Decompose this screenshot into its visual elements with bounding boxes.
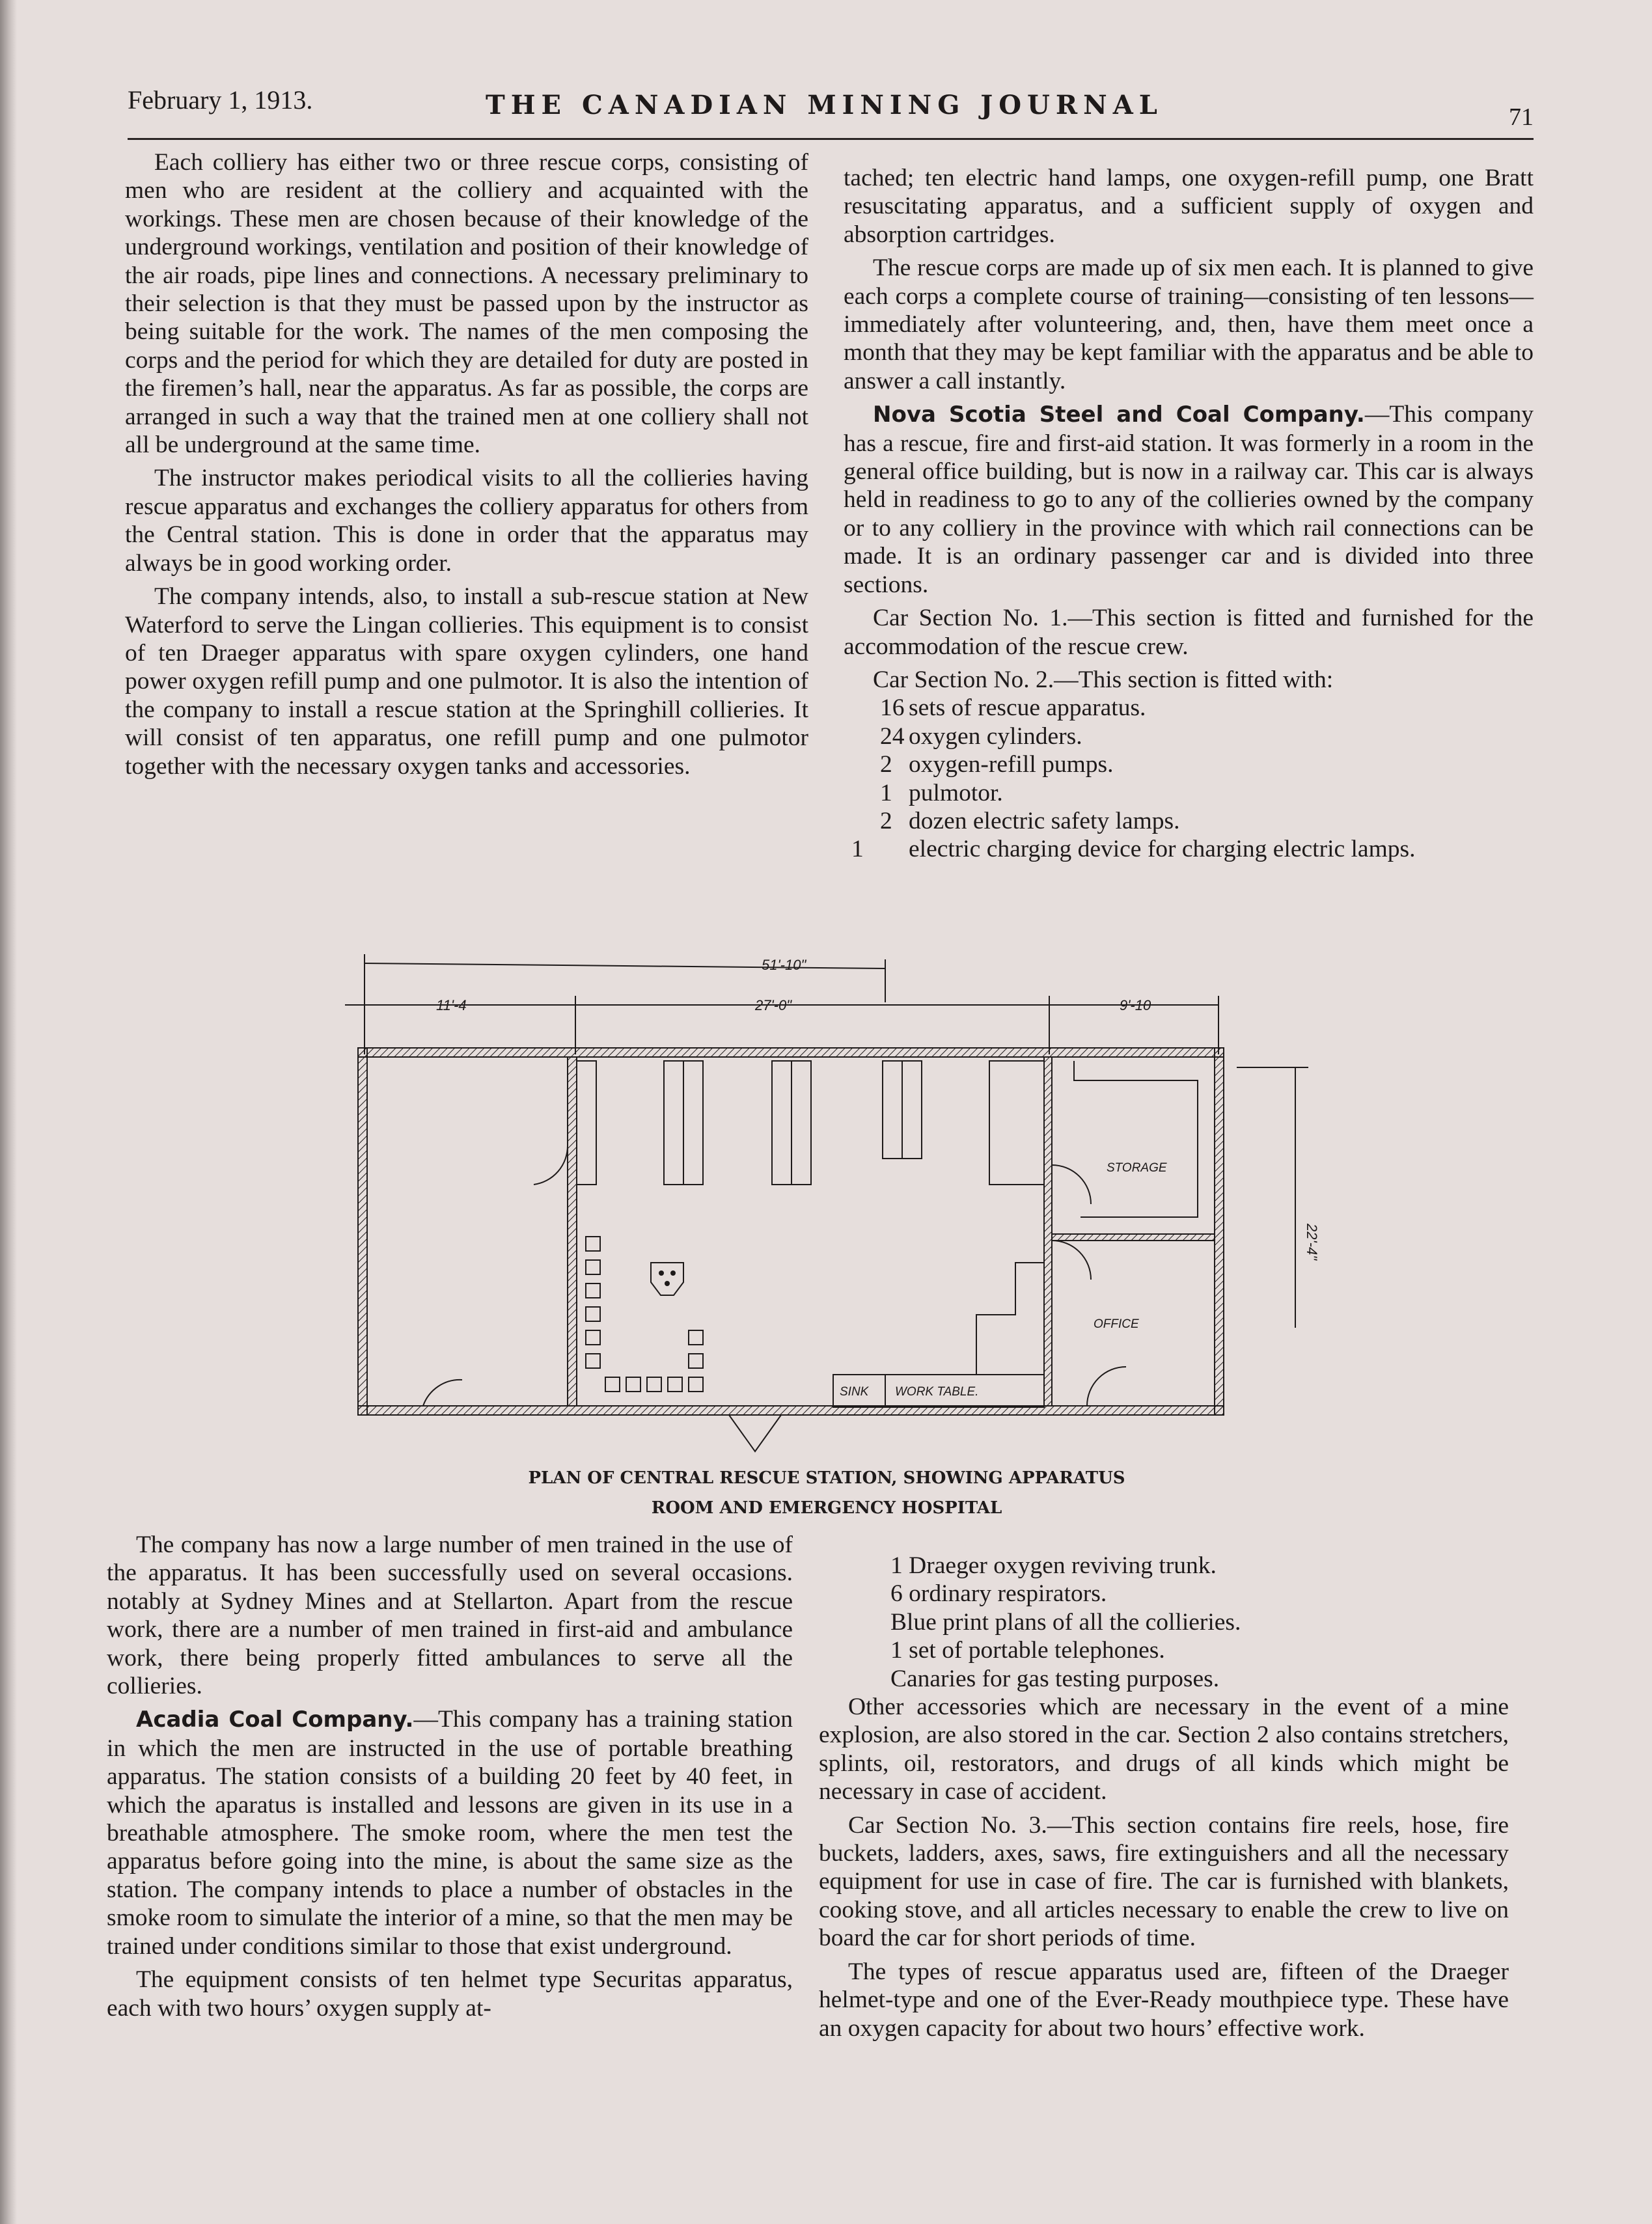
list-item [880,694,1534,722]
item-text: oxygen cylinders. [909,722,1082,750]
list-item [851,835,1534,863]
floor-plan-drawing [338,950,1328,1477]
label-office: OFFICE [1094,1317,1139,1331]
label-sink: SINK [840,1385,869,1399]
item-text: electric charging device for charging electric lamps. [909,836,1416,863]
dim-right: 9'-10 [1120,997,1151,1013]
item-qty: 2 [880,751,892,778]
dim-total: 51'-10" [762,957,806,973]
header-rule [128,138,1534,140]
running-header [128,85,1534,137]
list-item: 6 ordinary respirators. [890,1580,1107,1608]
page-binding-edge [0,0,17,2224]
caption-line: ROOM AND EMERGENCY HOSPITAL [651,1498,1002,1518]
paragraph-body: —This company has a rescue, fire and first-aid station. It was formerly in a room in the general office building, but is now in a railway car. This car is always held in readiness to go to any of the collieries owned by the company or to any colliery in the province with which rail connections can be made. It is an ordinary passenger car and is divided into three sections. [844,401,1534,598]
item-text: pulmotor. [909,779,1003,806]
paragraph-acadia [107,1705,793,1960]
figure-caption [456,1463,1198,1523]
list-item: Canaries for gas testing purposes. [890,1665,1220,1692]
paragraph: The equipment consists of ten helmet type Securitas apparatus, each with two hours’ oxygen supply at- [107,1966,793,2022]
journal-title: THE CANADIAN MINING JOURNAL [486,90,1163,120]
paragraph: tached; ten electric hand lamps, one oxygen-refill pump, one Bratt resuscitating apparatus, and a sufficient supply of oxygen and absorption cartridges. [844,165,1534,248]
list-item [880,722,1534,750]
table-dots [659,1270,676,1286]
paragraph: Car Section No. 1.—This section is fitted and furnished for the accommodation of the rescue crew. [844,605,1534,660]
paragraph: Each colliery has either two or three rescue corps, consisting of men who are resident at the colliery and acquainted with the workings. These men are chosen because of their knowledge of the underground workings, ventilation and position of their knowledge of the air roads, pipe lines and connections. A necessary preliminary to their selection is that they must be passed upon by the instructor as being suitable for the work. The names of the men composing the corps and the period for which they are detailed for duty are posted in the firemen’s hall, near the apparatus. As far as possible, the corps are arranged in such a way that the trained men at one colliery shall not all be underground at the same time. [125,149,808,459]
paragraph: Car Section No. 3.—This section contains fire reels, hose, fire buckets, ladders, axes, saws, fire extinguishers and all the necessary equipment for use in case of fire. The car is furnished with blankets, cooking stove, and all articles necessary to enable the crew to live on board the car for short periods of time. [819,1811,1509,1952]
equipment-list-continued [819,1552,1509,1693]
list-item [880,807,1534,835]
column-top-left [125,148,808,780]
label-work-table: WORK TABLE. [895,1385,979,1399]
list-item: 1 Draeger oxygen reviving trunk. [890,1552,1217,1579]
paragraph: Other accessories which are necessary in the event of a mine explosion, are also stored in the car. Section 2 also contains stretchers, splints, oil, restorators, and drugs of all kinds which might be necessary in case of accident. [819,1694,1509,1805]
page-number: 71 [1509,103,1534,131]
equipment-list-section-2 [844,694,1534,863]
paragraph: The company has now a large number of men trained in the use of the apparatus. It has been successfully used on several occasions. notably at Sydney Mines and at Stellarton. Apart from the rescue work, there are a number of men trained in first-aid and ambulance work, there being properly fitted ambulances to serve all the collieries. [107,1531,793,1700]
interior-fixtures [423,1061,1198,1451]
item-qty: 16 [880,694,905,722]
floor-plan-figure [338,950,1328,1477]
section-lead: Acadia Coal Company. [136,1707,414,1733]
paragraph: Car Section No. 2.—This section is fitted with: [873,666,1334,693]
dim-height: 22'-4" [1304,1224,1320,1261]
column-bottom-right [819,1552,1509,2042]
item-text: dozen electric safety lamps. [909,807,1180,834]
item-qty: 2 [880,807,892,834]
caption-line: PLAN OF CENTRAL RESCUE STATION, SHOWING APPARATUS [528,1468,1125,1488]
list-item: Blue print plans of all the collieries. [890,1608,1241,1636]
paragraph: The company intends, also, to install a sub-rescue station at New Waterford to serve the Lingan collieries. This equipment is to consist of ten Draeger apparatus with spare oxygen cylinders, one hand power oxygen refill pump and one pulmotor. It is also the intention of the company to install a rescue station at the Springhill collieries. It will consist of ten apparatus, one refill pump and one pulmotor together with the necessary oxygen tanks and accessories. [125,583,808,780]
paragraph: The instructor makes periodical visits to all the collieries having rescue apparatus and exchanges the colliery apparatus for others from the Central station. This is done in order that the apparatus may always be in good working order. [125,465,808,577]
item-qty: 24 [880,722,905,750]
list-item: 1 set of portable telephones. [890,1637,1165,1664]
header-date: February 1, 1913. [128,85,313,115]
column-top-right [844,164,1534,864]
item-qty: 1 [851,836,864,863]
paragraph: The types of rescue apparatus used are, fifteen of the Draeger helmet-type and one of the Ever-Ready mouthpiece type. These have an oxygen capacity for about two hours’ effective work. [819,1958,1509,2042]
column-bottom-left [107,1531,793,2022]
item-qty: 1 [880,779,892,806]
paragraph: The rescue corps are made up of six men each. It is planned to give each corps a complete course of training—consisting of ten lessons—immediately after volunteering, and, then, have them meet once a month that they may be kept familiar with the apparatus and be able to answer a call instantly. [844,254,1534,394]
list-item [880,750,1534,778]
paragraph-body: —This company has a training station in which the men are instructed in the use of portable breathing apparatus. The station consists of a building 20 feet by 40 feet, in which the aparatus is installed and lessons are given in its use in a breathable atmosphere. The smoke room, where the men test the apparatus before going into the mine, is about the same size as the station. The company intends to place a number of obstacles in the smoke room to simulate the interior of a mine, so that the men may be trained under conditions similar to those that exist underground. [107,1706,793,1960]
section-lead: Nova Scotia Steel and Coal Company. [873,402,1365,428]
list-item [880,779,1534,807]
dim-left: 11'-4 [436,997,467,1013]
item-text: oxygen-refill pumps. [909,751,1114,778]
dimension-lines [345,954,1308,1328]
dim-mid: 27'-0" [755,997,792,1013]
paragraph-nova-scotia [844,400,1534,599]
item-text: sets of rescue apparatus. [909,694,1146,722]
label-storage: STORAGE [1107,1161,1167,1175]
